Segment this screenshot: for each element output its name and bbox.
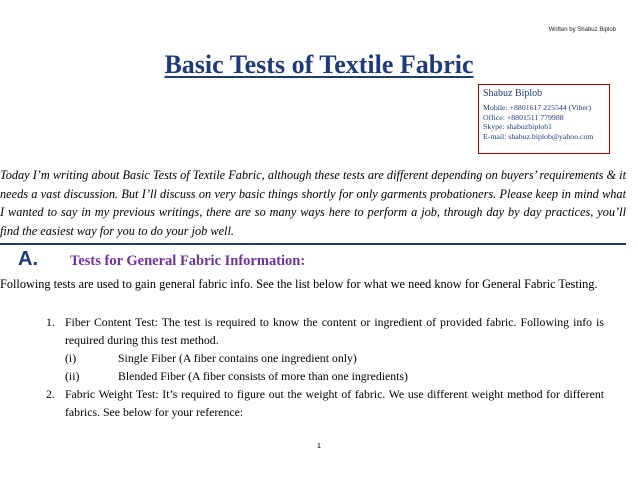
list-item-text: Fabric Weight Test: It’s required to figure out the weight of fabric. We use different weight method for different fabrics. See below for your reference: <box>65 386 604 419</box>
sub-item-number: (ii) <box>65 368 80 383</box>
section-intro-paragraph: Following tests are used to gain general fabric info. See the list below for what we need know for General Fabric Testing. <box>0 277 598 291</box>
sub-list-item <box>65 350 604 368</box>
contact-box <box>478 84 610 154</box>
test-list <box>46 314 604 421</box>
page-number: 1 <box>316 441 322 450</box>
sub-item-number: (i) <box>65 350 77 365</box>
list-item <box>46 386 604 422</box>
list-item-number: 2. <box>46 386 55 401</box>
document-title <box>0 50 638 80</box>
contact-office: Office: +8801511 779988 <box>483 112 564 122</box>
intro-paragraph: Today I’m writing about Basic Tests of Textile Fabric, although these tests are different depending on buyers’ requirements & it needs a vast discussion. But I’ll discuss on very basic things shortly for only garments probationers. Please keep in mind what I wanted to say in my previous writings, there are so many ways here to perform a job, through day by day practices, you’ll find the easiest way for you to do your job well. <box>0 168 626 238</box>
section-heading <box>18 248 305 271</box>
document-title-text: Basic Tests of Textile Fabric <box>164 50 474 79</box>
section-letter: A. <box>18 248 38 270</box>
sub-item-text: Single Fiber (A fiber contains one ingredient only) <box>118 350 357 365</box>
contact-mobile: Mobile: +8801617 225544 (Viber) <box>483 103 592 112</box>
list-item-number: 1. <box>46 315 55 329</box>
section-title: Tests for General Fabric Information: <box>70 253 306 269</box>
contact-skype: Skype: shabuzbiplob1 <box>483 122 553 131</box>
sub-list-item <box>65 368 604 386</box>
intro-divider <box>0 243 626 245</box>
header-note: Written by Shabuz Biplob <box>548 27 616 33</box>
sub-item-text: Blended Fiber (A fiber consists of more than one ingredients) <box>118 368 408 383</box>
list-item <box>46 314 604 386</box>
contact-email: E-mail: shabuz.biplob@yahoo.com <box>483 131 594 141</box>
contact-name: Shabuz Biplob <box>483 88 543 99</box>
list-item-text: Fiber Content Test: The test is required to know the content or ingredient of provided fabric. Following info is required during this test method. <box>65 315 604 347</box>
